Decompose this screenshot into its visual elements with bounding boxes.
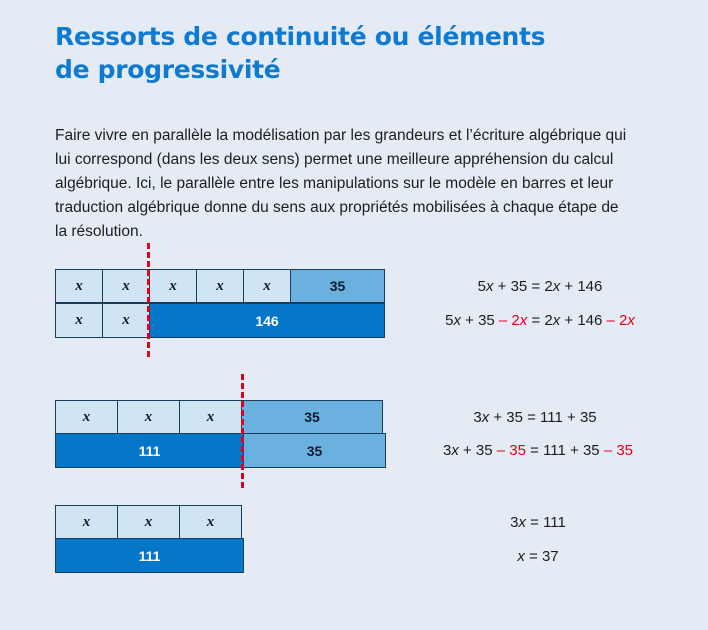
page-title	[55, 20, 545, 86]
paragraph-line: traduction algébrique donne du sens aux propriétés mobilisées à chaque étape de	[55, 199, 619, 216]
paragraph-line: algébrique. Ici, le parallèle entre les manipulations sur le modèle en barres et leur	[55, 175, 614, 192]
x-cell: x	[179, 505, 242, 539]
bar-model-3-bottom-row	[55, 538, 244, 573]
bar-model-2-top-row	[55, 400, 383, 434]
equation-2b: 3x + 35 – 35 = 111 + 35 – 35	[442, 442, 634, 459]
value-cell: 111	[55, 433, 244, 468]
x-cell: x	[179, 400, 242, 434]
x-cell: x	[117, 505, 180, 539]
dashed-separator	[241, 374, 244, 488]
x-cell: x	[55, 505, 118, 539]
bar-model-1-top-row	[55, 269, 385, 303]
bar-model-1-bottom-row	[55, 303, 385, 338]
value-cell: 111	[55, 538, 244, 573]
x-cell: x	[102, 303, 150, 338]
title-line-1: Ressorts de continuité ou éléments	[55, 22, 546, 51]
x-cell: x	[149, 269, 197, 303]
x-cell: x	[102, 269, 150, 303]
x-cell: x	[55, 303, 103, 338]
paragraph-line: la résolution.	[55, 223, 143, 240]
x-cell: x	[243, 269, 291, 303]
equation-1b: 5x + 35 – 2x = 2x + 146 – 2x	[445, 312, 635, 329]
total-cell: 146	[149, 303, 385, 338]
x-cell: x	[117, 400, 180, 434]
equation-3b: x = 37	[517, 548, 559, 565]
equation-1a: 5x + 35 = 2x + 146	[477, 278, 603, 295]
x-cell: x	[55, 400, 118, 434]
intro-paragraph	[55, 124, 695, 244]
bar-model-3-top-row	[55, 505, 242, 539]
equation-2a: 3x + 35 = 111 + 35	[473, 409, 597, 426]
x-cell: x	[55, 269, 103, 303]
dashed-separator	[147, 243, 150, 357]
x-cell: x	[196, 269, 244, 303]
constant-cell: 35	[241, 400, 383, 434]
constant-cell: 35	[290, 269, 385, 303]
bar-model-2-bottom-row	[55, 433, 386, 468]
paragraph-line: Faire vivre en parallèle la modélisation par les grandeurs et l’écriture algébrique qui	[55, 127, 627, 144]
title-line-2: de progressivité	[55, 55, 281, 84]
constant-cell: 35	[243, 433, 386, 468]
equation-3a: 3x = 111	[510, 514, 566, 531]
paragraph-line: lui correspond (dans les deux sens) permet une meilleure appréhension du calcul	[55, 151, 614, 168]
